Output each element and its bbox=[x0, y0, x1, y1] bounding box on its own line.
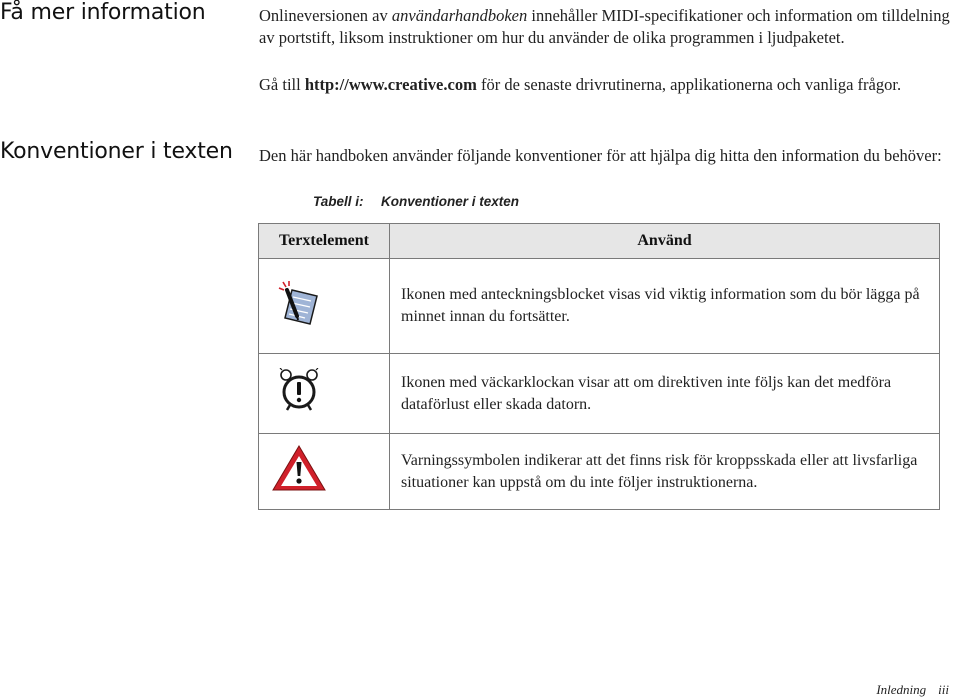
heading-more-information: Få mer information bbox=[0, 0, 206, 25]
icon-cell bbox=[259, 434, 390, 510]
table-row bbox=[259, 259, 940, 354]
more-info-paragraph bbox=[259, 5, 955, 49]
header-use: Använd bbox=[390, 224, 940, 259]
warning-triangle-icon bbox=[270, 443, 328, 493]
conventions-intro: Den här handboken använder följande konventioner för att hjälpa dig hitta den information du behöver: bbox=[259, 146, 942, 165]
website-text-start: Gå till bbox=[259, 75, 305, 94]
footer-section: Inledning bbox=[876, 682, 927, 697]
icon-cell bbox=[259, 354, 390, 434]
icon-cell bbox=[259, 259, 390, 354]
table-header-row bbox=[259, 224, 940, 259]
more-info-text-end: innehåller MIDI-specifikationer och information om tilldelning av portstift, liksom instruktioner om hur du använder de olika programmen i ljudpaketet. bbox=[259, 6, 950, 47]
website-link[interactable]: http://www.creative.com bbox=[304, 75, 477, 94]
table-caption-label: Tabell i: bbox=[313, 194, 364, 209]
alarm-clock-icon bbox=[279, 368, 319, 412]
page-number: iii bbox=[938, 682, 949, 697]
table-caption-title: Konventioner i texten bbox=[381, 194, 520, 209]
more-info-text-start: Onlineversionen av bbox=[259, 6, 392, 25]
row-description: Ikonen med väckarklockan visar att om direktiven inte följs kan det medföra dataförlust eller skada datorn. bbox=[390, 354, 940, 434]
website-text-end: för de senaste drivrutinerna, applikationerna och vanliga frågor. bbox=[476, 75, 902, 94]
manual-title: användarhandboken bbox=[391, 6, 528, 25]
heading-conventions: Konventioner i texten bbox=[0, 139, 233, 164]
header-text-element: Terxtelement bbox=[259, 224, 390, 259]
row-description: Varningssymbolen indikerar att det finns risk för kroppsskada eller att livsfarliga situationer kan uppstå om du inte följer instruktionerna. bbox=[390, 434, 940, 510]
page-footer bbox=[876, 682, 949, 698]
table-row bbox=[259, 354, 940, 434]
notepad-icon bbox=[277, 280, 321, 326]
website-paragraph bbox=[259, 74, 955, 96]
table-row bbox=[259, 434, 940, 510]
conventions-table bbox=[258, 223, 940, 510]
row-description: Ikonen med anteckningsblocket visas vid viktig information som du bör lägga på minnet innan du fortsätter. bbox=[390, 259, 940, 354]
